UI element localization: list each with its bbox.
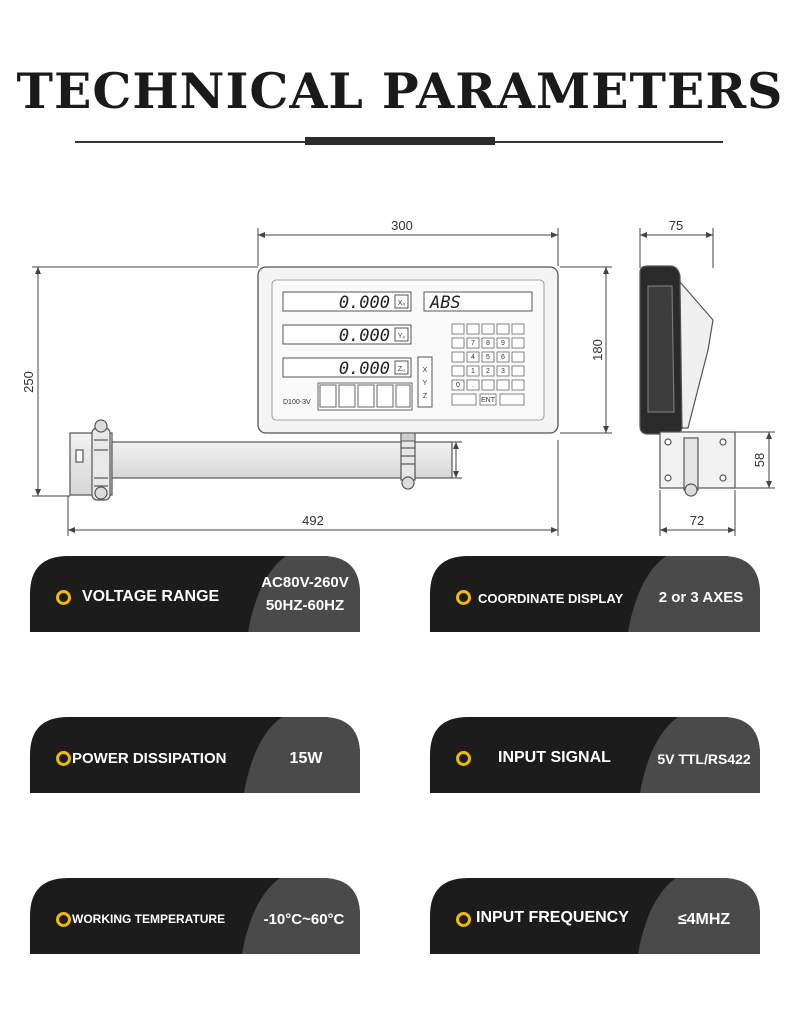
title-divider-accent <box>305 137 495 145</box>
spec-label: COORDINATE DISPLAY <box>478 591 624 606</box>
spec-value: ≤4MHZ <box>677 911 731 928</box>
dro-front-view <box>258 267 558 441</box>
keypad-key: 8 <box>486 340 490 347</box>
dim-total-height: 250 <box>21 371 36 393</box>
z-readout: 0.000 <box>338 359 390 379</box>
spec-label: WORKING TEMPERATURE <box>72 912 226 926</box>
enter-key: ENT <box>481 397 495 404</box>
spec-card-voltage <box>30 556 360 632</box>
spec-value: 15W <box>289 750 323 767</box>
spec-card-input-frequency <box>430 878 760 954</box>
keypad-key: . <box>472 382 474 389</box>
page-title: TECHNICAL PARAMETERS <box>16 62 784 120</box>
spec-card-power <box>30 717 360 793</box>
bullet-icon <box>456 590 471 605</box>
dro-side-view <box>640 266 735 496</box>
y-readout: 0.000 <box>338 326 390 346</box>
axis-key-z: Z <box>422 393 428 400</box>
model-label: D100-3V <box>283 399 311 406</box>
spec-value: 2 or 3 AXES <box>658 589 744 606</box>
x-readout: 0.000 <box>338 293 390 313</box>
dim-total-width: 492 <box>302 513 324 528</box>
spec-card-temperature <box>30 878 360 954</box>
spec-card-input-signal <box>430 717 760 793</box>
spec-label: INPUT FREQUENCY <box>476 909 629 926</box>
keypad-key: 4 <box>471 354 475 361</box>
spec-value-line1: AC80V-260V <box>261 574 349 591</box>
y-axis-label: Y₀ <box>397 333 406 340</box>
spec-label: VOLTAGE RANGE <box>82 588 220 605</box>
spec-value: 5V TTL/RS422 <box>657 751 751 767</box>
keypad-key: 1 <box>471 368 475 375</box>
keypad-key: 2 <box>486 368 490 375</box>
keypad-key: 5 <box>486 354 490 361</box>
x-axis-label: X₀ <box>397 300 406 307</box>
dim-side-base-height: 58 <box>752 452 767 468</box>
bullet-icon <box>56 912 71 927</box>
bullet-icon <box>456 751 471 766</box>
keypad-key: 9 <box>501 340 505 347</box>
axis-key-y: Y <box>422 380 428 387</box>
dim-side-base-width: 72 <box>689 513 705 528</box>
dim-front-width: 300 <box>391 218 413 233</box>
spec-label: INPUT SIGNAL <box>498 749 611 766</box>
spec-value-line2: 50HZ-60HZ <box>265 597 345 614</box>
technical-drawing <box>0 200 800 545</box>
keypad-key: 6 <box>501 354 505 361</box>
spec-label: POWER DISSIPATION <box>72 750 227 767</box>
dim-front-height: 180 <box>590 339 605 361</box>
spec-card-coordinate <box>430 556 760 632</box>
keypad-key: 0 <box>456 382 460 389</box>
spec-value: -10°C~60°C <box>263 911 345 928</box>
bullet-icon <box>56 751 71 766</box>
z-axis-label: Z₀ <box>397 366 406 373</box>
keypad-key: 7 <box>471 340 475 347</box>
bullet-icon <box>56 590 71 605</box>
axis-key-x: X <box>422 367 428 374</box>
mode-readout: ABS <box>430 293 461 313</box>
dim-side-depth: 75 <box>668 218 684 233</box>
bullet-icon <box>456 912 471 927</box>
keypad-key: 3 <box>501 368 505 375</box>
